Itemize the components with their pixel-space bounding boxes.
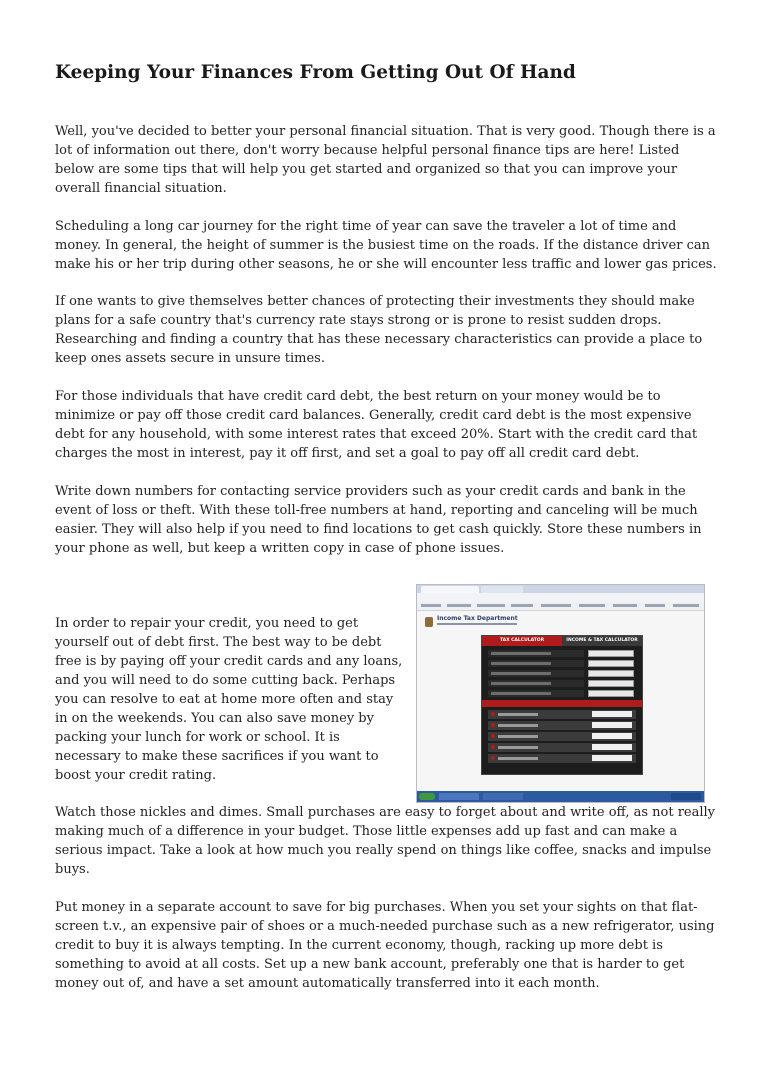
calculator-step xyxy=(488,670,636,678)
browser-tab xyxy=(481,586,523,593)
window-controls xyxy=(678,586,702,592)
browser-address-bar xyxy=(417,593,704,602)
browser-titlebar xyxy=(417,585,704,593)
calculator-step xyxy=(488,650,636,658)
os-taskbar xyxy=(417,791,704,802)
tab-tax-calculator: TAX CALCULATOR xyxy=(482,636,562,646)
tab-income-tax-calculator: INCOME & TAX CALCULATOR xyxy=(562,636,642,646)
computation-bar xyxy=(482,700,642,707)
paragraph-repair-credit: In order to repair your credit, you need to get yourself out of debt first. The best way to be debt free is by paying off your credit cards and any loans, and you will need to do some cutting back. Perhaps you can resolve to eat at home more often and stay in on the weekends. You can also save money by packing your lunch for work or school. It is necessary to make these sacrifices if you want to boost your credit rating. xyxy=(55,616,403,783)
browser-tab xyxy=(421,586,479,593)
paragraph-nickles-dimes-text: Watch those nickles and dimes. Small purchases are easy to forget about and write off, as not really making much of a difference in your budget. Those little expenses add up fast and can make a serious impact. Take a look at how much you really spend on things like coffee, snacks and impulse buys. xyxy=(55,805,716,877)
result-row xyxy=(488,754,636,764)
article-title: Keeping Your Finances From Getting Out Of Hand xyxy=(55,62,576,83)
site-title: Income Tax Department xyxy=(437,615,518,622)
calculator-tabs xyxy=(482,636,642,646)
system-tray xyxy=(671,793,701,800)
paragraph-intro: Well, you've decided to better your personal financial situation. That is very good. Though there is a lot of information out there, don't worry because helpful personal finance tips are here! Listed below are some tips that will help you get started and organized so that you can improve your overall financial situation. xyxy=(55,124,716,196)
emblem-icon xyxy=(425,617,433,627)
calculator-step xyxy=(488,660,636,668)
site-logo xyxy=(425,615,525,629)
result-row xyxy=(488,710,636,720)
start-button xyxy=(419,793,435,800)
calculator-step xyxy=(488,680,636,688)
result-row xyxy=(488,743,636,753)
paragraph-service-numbers: Write down numbers for contacting service providers such as your credit cards and bank in the event of loss or theft. With these toll-free numbers at hand, reporting and canceling will be much easier. They will also help if you need to find locations to get cash quickly. Store these numbers in your phone as well, but keep a written copy in case of phone issues. xyxy=(55,484,702,556)
result-row xyxy=(488,732,636,742)
paragraph-separate-account: Put money in a separate account to save for big purchases. When you set your sights on that flat-screen t.v., an expensive pair of shoes or a much-needed purchase such as a new refrigerator, using credit to buy it is always tempting. In the current economy, though, racking up more debt is something to avoid at all costs. Set up a new bank account, preferably one that is harder to get money out of, and have a set amount automatically transferred into it each month. xyxy=(55,900,715,991)
result-row xyxy=(488,721,636,731)
calculator-panel xyxy=(481,635,643,775)
paragraph-investments: If one wants to give themselves better chances of protecting their investments they should make plans for a safe country that's currency rate stays strong or is prone to resist sudden drops. Researching and finding a country that has these necessary characteristics can provide a place to keep ones assets secure in unsure times. xyxy=(55,294,703,366)
paragraph-car-journey: Scheduling a long car journey for the right time of year can save the traveler a lot of time and money. In general, the height of summer is the busiest time on the roads. If the distance driver can make his or her trip during other seasons, he or she will encounter less traffic and lower gas prices. xyxy=(55,219,717,272)
calculator-step xyxy=(488,690,636,698)
paragraph-credit-card-debt: For those individuals that have credit card debt, the best return on your money would be to minimize or pay off those credit card balances. Generally, credit card debt is the most expensive debt for any household, with some interest rates that exceed 20%. Start with the credit card that charges the most in interest, pay it off first, and set a goal to pay off all credit card debt. xyxy=(55,389,698,461)
paragraph-nickles-dimes xyxy=(55,803,717,879)
tax-calculator-screenshot xyxy=(416,584,705,803)
bookmarks-bar xyxy=(417,602,704,611)
